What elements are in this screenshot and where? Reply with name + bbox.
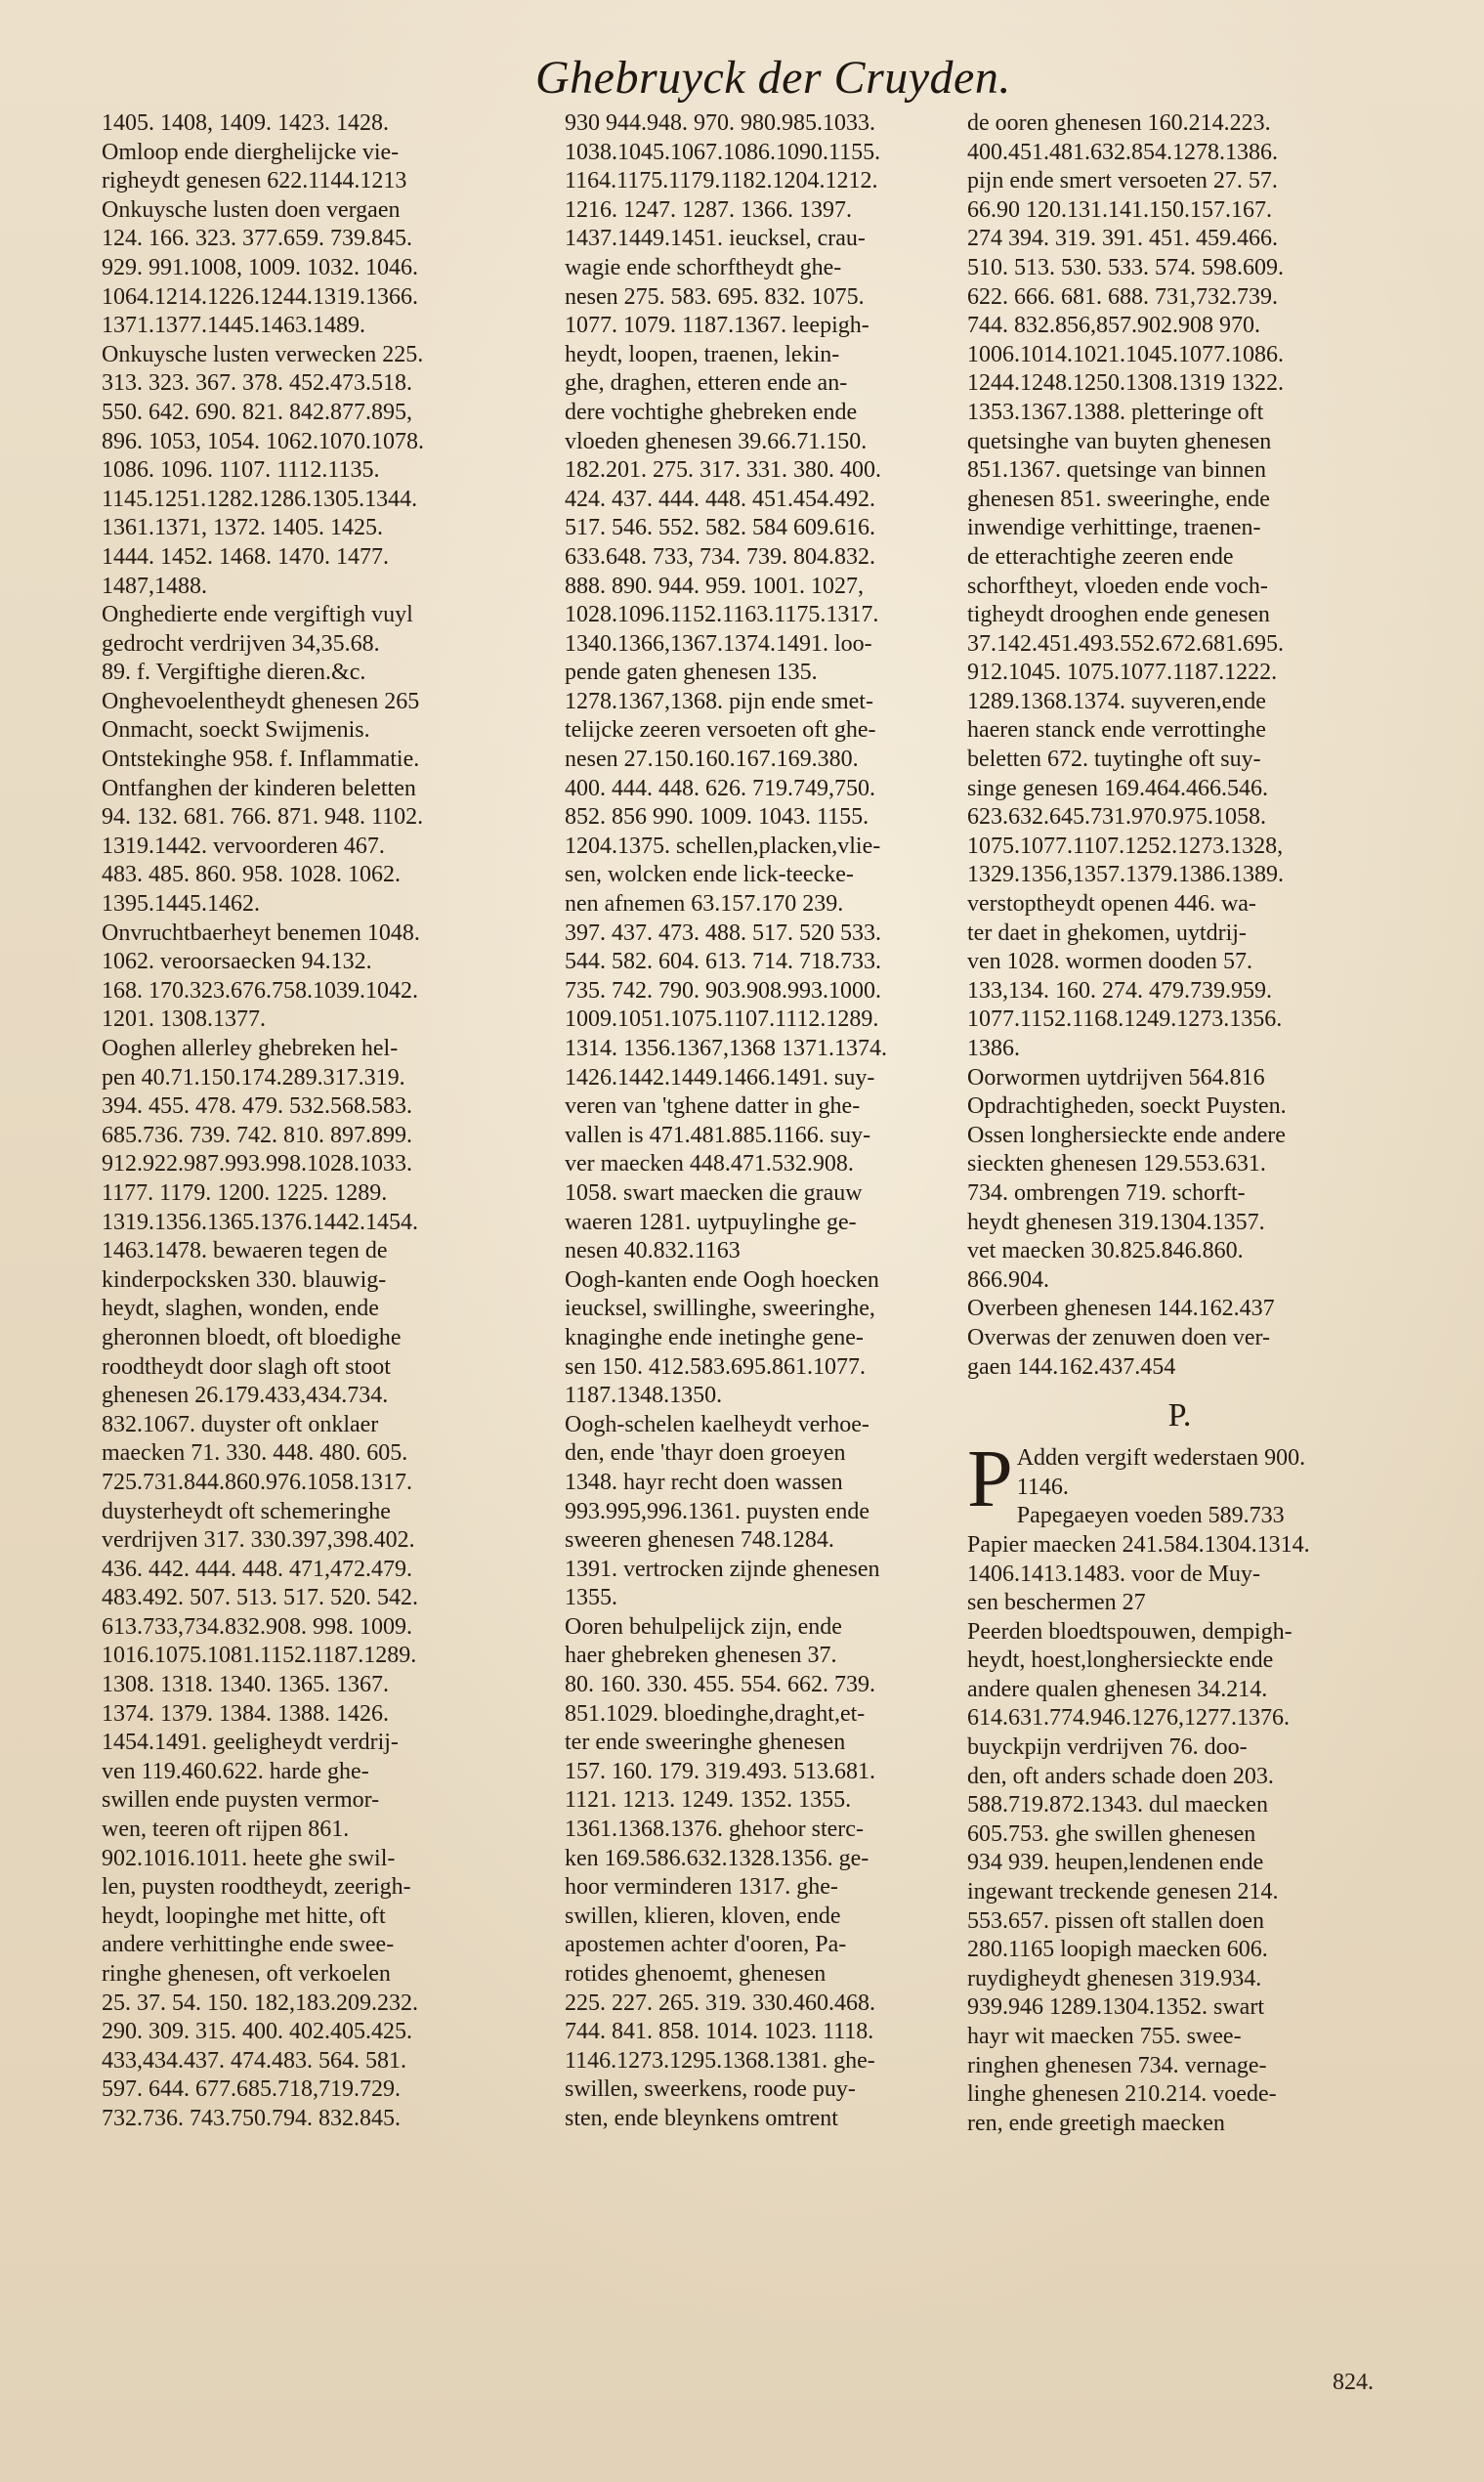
index-line: 1075.1077.1107.1252.1273.1328,	[967, 833, 1284, 859]
index-line: pijn ende smert versoeten 27. 57.	[967, 168, 1278, 194]
index-line: Onghevoelentheydt ghenesen 265	[102, 688, 420, 714]
index-line: 550. 642. 690. 821. 842.877.895,	[102, 399, 412, 425]
index-line: ter ende sweeringhe ghenesen	[565, 1730, 846, 1756]
index-line: knaginghe ende inetinghe gene-	[565, 1324, 864, 1350]
index-line: 912.922.987.993.998.1028.1033.	[102, 1151, 412, 1177]
index-line: 939.946 1289.1304.1352. swart	[967, 1994, 1264, 2021]
index-line: 544. 582. 604. 613. 714. 718.733.	[565, 949, 881, 975]
index-line: 1361.1371, 1372. 1405. 1425.	[102, 515, 383, 541]
index-line: Oorwormen uytdrijven 564.816	[967, 1064, 1265, 1091]
index-line: 1355.	[565, 1585, 617, 1611]
index-line: 1289.1368.1374. suyveren,ende	[967, 688, 1266, 714]
index-line: 1406.1413.1483. voor de Muy-	[967, 1561, 1260, 1587]
index-line: Omloop ende dierghelijcke vie-	[102, 139, 400, 165]
index-line: ringhe ghenesen, oft verkoelen	[102, 1961, 391, 1987]
catchword-page-number: 824.	[1333, 2370, 1374, 2395]
index-line: 1454.1491. geeligheydt verdrij-	[102, 1730, 399, 1756]
index-line: 1006.1014.1021.1045.1077.1086.	[967, 341, 1284, 367]
index-line: pen 40.71.150.174.289.317.319.	[102, 1064, 405, 1091]
index-line: 1340.1366,1367.1374.1491. loo-	[565, 630, 872, 657]
index-line: Ooren behulpelijck zijn, ende	[565, 1613, 842, 1640]
index-line: maecken 71. 330. 448. 480. 605.	[102, 1440, 408, 1467]
index-line: dere vochtighe ghebreken ende	[565, 399, 858, 425]
index-line: swillen, klieren, kloven, ende	[565, 1903, 841, 1929]
index-line: schorftheyt, vloeden ende voch-	[967, 573, 1268, 599]
index-line: inwendige verhittinge, traenen-	[967, 515, 1261, 541]
index-line: 633.648. 733, 734. 739. 804.832.	[565, 543, 875, 570]
index-line: 1395.1445.1462.	[102, 891, 260, 918]
index-line: duysterheydt oft schemeringhe	[102, 1498, 391, 1524]
index-line: 1319.1442. vervoorderen 467.	[102, 833, 385, 859]
index-line: ghenesen 26.179.433,434.734.	[102, 1383, 389, 1409]
index-line: ren, ende greetigh maecken	[967, 2110, 1225, 2136]
index-line: 1077. 1079. 1187.1367. leepigh-	[565, 313, 869, 339]
index-line: Onghedierte ende vergiftigh vuyl	[102, 602, 413, 628]
index-line: 735. 742. 790. 903.908.993.1000.	[565, 977, 881, 1004]
index-line: Papegaeyen voeden 589.733	[1016, 1503, 1285, 1529]
index-line: sen 150. 412.583.695.861.1077.	[565, 1353, 866, 1380]
index-line: 80. 160. 330. 455. 554. 662. 739.	[565, 1672, 875, 1698]
drop-cap-letter: P	[967, 1434, 1013, 1525]
index-line: vloeden ghenesen 39.66.71.150.	[565, 428, 868, 454]
index-line: ruydigheydt ghenesen 319.934.	[967, 1965, 1262, 1991]
index-line: 744. 832.856,857.902.908 970.	[967, 313, 1260, 339]
index-line: 1121. 1213. 1249. 1352. 1355.	[565, 1787, 852, 1814]
index-line: 1016.1075.1081.1152.1187.1289.	[102, 1643, 417, 1669]
index-line: 280.1165 loopigh maecken 606.	[967, 1937, 1268, 1963]
index-line: ieucksel, swillinghe, sweeringhe,	[565, 1296, 875, 1322]
index-line: 290. 309. 315. 400. 402.405.425.	[102, 2019, 412, 2045]
index-line: veren van 'tghene datter in ghe-	[565, 1093, 861, 1120]
index-line: 1386.	[967, 1036, 1020, 1061]
index-line: 37.142.451.493.552.672.681.695.	[967, 630, 1284, 657]
index-line: 1064.1214.1226.1244.1319.1366.	[102, 283, 418, 310]
index-line: 483. 485. 860. 958. 1028. 1062.	[102, 862, 401, 888]
index-line: 1371.1377.1445.1463.1489.	[102, 313, 365, 339]
index-line: 1361.1368.1376. ghehoor sterc-	[565, 1817, 864, 1843]
index-line: 851.1367. quetsinge van binnen	[967, 457, 1266, 484]
index-line: ken 169.586.632.1328.1356. ge-	[565, 1845, 869, 1871]
index-line: heydt, slaghen, wonden, ende	[102, 1296, 379, 1322]
index-line: ingewant treckende genesen 214.	[967, 1879, 1279, 1905]
index-line: righeydt genesen 622.1144.1213	[102, 168, 407, 194]
index-line: 896. 1053, 1054. 1062.1070.1078.	[102, 428, 424, 454]
index-line: 1187.1348.1350.	[565, 1383, 723, 1409]
index-line: waeren 1281. uytpuylinghe ge-	[565, 1209, 857, 1235]
index-line: pende gaten ghenesen 135.	[565, 660, 818, 686]
index-line: 685.736. 739. 742. 810. 897.899.	[102, 1122, 412, 1148]
index-line: 588.719.872.1343. dul maecken	[967, 1792, 1268, 1819]
section-p-start	[967, 1434, 1392, 2138]
index-line: ghe, draghen, etteren ende an-	[565, 370, 848, 397]
index-line: Ooghen allerley ghebreken hel-	[102, 1036, 399, 1061]
index-line: heydt, hoest,longhersieckte ende	[967, 1648, 1274, 1674]
column-3-top-lines	[967, 109, 1392, 1382]
index-line: linghe ghenesen 210.214. voede-	[967, 2081, 1277, 2108]
index-line: 124. 166. 323. 377.659. 739.845.	[102, 226, 412, 252]
index-line: hoor verminderen 1317. ghe-	[565, 1874, 838, 1901]
index-line: buyckpijn verdrijven 76. doo-	[967, 1734, 1248, 1761]
index-line: 1201. 1308.1377.	[102, 1006, 266, 1033]
index-line: 25. 37. 54. 150. 182,183.209.232.	[102, 1990, 418, 2016]
section-letter-p: P.	[1167, 1397, 1192, 1434]
index-line: 832.1067. duyster oft onklaer	[102, 1411, 379, 1437]
index-line: Onkuysche lusten doen vergaen	[102, 196, 401, 223]
index-line: 1444. 1452. 1468. 1470. 1477.	[102, 543, 389, 570]
index-line: 1374. 1379. 1384. 1388. 1426.	[102, 1700, 389, 1727]
index-line: 394. 455. 478. 479. 532.568.583.	[102, 1093, 412, 1120]
index-line: den, oft anders schade doen 203.	[967, 1763, 1274, 1789]
index-line: heydt, loopinghe met hitte, oft	[102, 1903, 386, 1929]
index-line: 1353.1367.1388. pletteringe oft	[967, 399, 1264, 425]
index-line: Papier maecken 241.584.1304.1314.	[967, 1531, 1310, 1558]
index-line: 1437.1449.1451. ieucksel, crau-	[565, 226, 866, 252]
index-line: Adden vergift wederstaen 900.	[1016, 1445, 1306, 1472]
index-line: 744. 841. 858. 1014. 1023. 1118.	[565, 2019, 874, 2045]
index-line: 1146.	[1016, 1474, 1069, 1500]
index-line: haer ghebreken ghenesen 37.	[565, 1643, 837, 1669]
index-line: rotides ghenoemt, ghenesen	[565, 1961, 827, 1987]
index-line: 1405. 1408, 1409. 1423. 1428.	[102, 110, 389, 136]
index-line: 1038.1045.1067.1086.1090.1155.	[565, 139, 881, 165]
index-line: ghenesen 851. sweeringhe, ende	[967, 486, 1270, 512]
index-line: 605.753. ghe swillen ghenesen	[967, 1820, 1256, 1847]
index-line: 89. f. Vergiftighe dieren.&c.	[102, 660, 366, 686]
index-line: 225. 227. 265. 319. 330.460.468.	[565, 1990, 875, 2016]
index-line: apostemen achter d'ooren, Pa-	[565, 1932, 847, 1958]
index-line: gedrocht verdrijven 34,35.68.	[102, 630, 380, 657]
index-line: ter daet in ghekomen, uytdrij-	[967, 920, 1247, 946]
index-line: 133,134. 160. 274. 479.739.959.	[967, 977, 1272, 1004]
index-line: 274 394. 319. 391. 451. 459.466.	[967, 226, 1278, 252]
index-line: Overbeen ghenesen 144.162.437	[967, 1296, 1275, 1322]
index-line: 1426.1442.1449.1466.1491. suy-	[565, 1064, 875, 1091]
index-line: 1086. 1096. 1107. 1112.1135.	[102, 457, 380, 484]
index-line: sweeren ghenesen 748.1284.	[565, 1527, 834, 1554]
index-line: 993.995,996.1361. puysten ende	[565, 1498, 869, 1524]
index-line: sten, ende bleynkens omtrent	[565, 2105, 838, 2131]
index-line: 1164.1175.1179.1182.1204.1212.	[565, 168, 878, 194]
index-line: 168. 170.323.676.758.1039.1042.	[102, 977, 418, 1004]
index-line: ven 1028. wormen dooden 57.	[967, 949, 1252, 975]
index-line: 866.904.	[967, 1266, 1049, 1293]
index-line: 436. 442. 444. 448. 471,472.479.	[102, 1556, 412, 1582]
index-line: telijcke zeeren versoeten oft ghe-	[565, 717, 876, 744]
index-line: wen, teeren oft rijpen 861.	[102, 1817, 350, 1843]
index-column-1	[102, 109, 522, 2134]
index-line: de etterachtighe zeeren ende	[967, 543, 1234, 570]
index-line: 902.1016.1011. heete ghe swil-	[102, 1845, 396, 1871]
index-line: Opdrachtigheden, soeckt Puysten.	[967, 1093, 1287, 1120]
index-line: vallen is 471.481.885.1166. suy-	[565, 1122, 871, 1148]
index-line: 1314. 1356.1367,1368 1371.1374.	[565, 1036, 887, 1061]
index-line: 1348. hayr recht doen wassen	[565, 1469, 843, 1495]
index-line: quetsinghe van buyten ghenesen	[967, 428, 1272, 454]
index-line: heydt, loopen, traenen, lekin-	[565, 341, 840, 367]
index-line: roodtheydt door slagh oft stoot	[102, 1353, 391, 1380]
index-line: 94. 132. 681. 766. 871. 948. 1102.	[102, 804, 424, 831]
index-line: 182.201. 275. 317. 331. 380. 400.	[565, 457, 881, 484]
index-line: 622. 666. 681. 688. 731,732.739.	[967, 283, 1278, 310]
column-3-bottom-lines	[967, 1474, 1392, 2139]
index-line: de ooren ghenesen 160.214.223.	[967, 110, 1271, 136]
index-line: 732.736. 743.750.794. 832.845.	[102, 2105, 401, 2131]
index-line: 888. 890. 944. 959. 1001. 1027,	[565, 573, 864, 599]
index-line: 433,434.437. 474.483. 564. 581.	[102, 2047, 406, 2074]
index-line: nesen 275. 583. 695. 832. 1075.	[565, 283, 865, 310]
index-line: 400.451.481.632.854.1278.1386.	[967, 139, 1278, 165]
index-line: sen beschermen 27	[967, 1590, 1146, 1616]
index-line: Overwas der zenuwen doen ver-	[967, 1324, 1271, 1350]
index-line: 1216. 1247. 1287. 1366. 1397.	[565, 196, 852, 223]
index-line: 734. ombrengen 719. schorft-	[967, 1179, 1246, 1206]
index-line: Oogh-schelen kaelheydt verhoe-	[565, 1411, 869, 1437]
index-line: 1244.1248.1250.1308.1319 1322.	[967, 370, 1284, 397]
index-line: gaen 144.162.437.454	[967, 1353, 1176, 1380]
index-line: swillen ende puysten vermor-	[102, 1787, 380, 1814]
index-line: 934 939. heupen,lendenen ende	[967, 1850, 1264, 1876]
index-line: 1145.1251.1282.1286.1305.1344.	[102, 486, 418, 512]
index-line: 597. 644. 677.685.718,719.729.	[102, 2076, 401, 2103]
index-line: 1058. swart maecken die grauw	[565, 1179, 863, 1206]
index-line: nen afnemen 63.157.170 239.	[565, 891, 844, 918]
index-line: len, puysten roodtheydt, zeerigh-	[102, 1874, 411, 1901]
index-line: verstoptheydt openen 446. wa-	[967, 891, 1256, 918]
index-line: 1177. 1179. 1200. 1225. 1289.	[102, 1179, 388, 1206]
index-line: 1319.1356.1365.1376.1442.1454.	[102, 1209, 418, 1235]
index-line: 623.632.645.731.970.975.1058.	[967, 804, 1266, 831]
index-line: heydt ghenesen 319.1304.1357.	[967, 1209, 1265, 1235]
index-line: nesen 27.150.160.167.169.380.	[565, 747, 859, 773]
index-line: 613.733,734.832.908. 998. 1009.	[102, 1613, 412, 1640]
index-line: andere qualen ghenesen 34.214.	[967, 1676, 1268, 1702]
index-line: 517. 546. 552. 582. 584 609.616.	[565, 515, 875, 541]
index-column-3	[967, 109, 1392, 2138]
index-line: 1146.1273.1295.1368.1381. ghe-	[565, 2047, 875, 2074]
index-line: wagie ende schorftheydt ghe-	[565, 254, 842, 280]
index-line: Ossen longhersieckte ende andere	[967, 1122, 1286, 1148]
index-line: haeren stanck ende verrottinghe	[967, 717, 1266, 744]
index-line: den, ende 'thayr doen groeyen	[565, 1440, 846, 1467]
index-line: 397. 437. 473. 488. 517. 520 533.	[565, 920, 881, 946]
running-header: Ghebruyck der Cruyden.	[535, 52, 1011, 104]
index-line: 1077.1152.1168.1249.1273.1356.	[967, 1006, 1283, 1033]
index-line: 930 944.948. 970. 980.985.1033.	[565, 110, 875, 136]
index-line: sieckten ghenesen 129.553.631.	[967, 1151, 1266, 1177]
index-line: 483.492. 507. 513. 517. 520. 542.	[102, 1585, 418, 1611]
index-line: Ontfanghen der kinderen beletten	[102, 775, 416, 801]
index-line: singe genesen 169.464.466.546.	[967, 775, 1268, 801]
index-line: beletten 672. tuytinghe oft suy-	[967, 747, 1261, 773]
index-line: 852. 856 990. 1009. 1043. 1155.	[565, 804, 869, 831]
index-line: 1028.1096.1152.1163.1175.1317.	[565, 602, 879, 628]
index-line: hayr wit maecken 755. swee-	[967, 2024, 1242, 2049]
index-line: Onvruchtbaerheyt benemen 1048.	[102, 920, 420, 946]
index-line: 851.1029. bloedinghe,draght,et-	[565, 1700, 866, 1727]
index-line: 1463.1478. bewaeren tegen de	[102, 1238, 388, 1264]
index-line: verdrijven 317. 330.397,398.402.	[102, 1527, 415, 1554]
index-line: Onkuysche lusten verwecken 225.	[102, 341, 424, 367]
index-line: Ontstekinghe 958. f. Inflammatie.	[102, 747, 420, 773]
index-line: 400. 444. 448. 626. 719.749,750.	[565, 775, 875, 801]
index-line: swillen, sweerkens, roode puy-	[565, 2076, 856, 2103]
index-line: 1329.1356,1357.1379.1386.1389.	[967, 862, 1284, 888]
index-line: 157. 160. 179. 319.493. 513.681.	[565, 1758, 875, 1784]
index-line: 1487,1488.	[102, 573, 207, 599]
index-line: 1278.1367,1368. pijn ende smet-	[565, 688, 873, 714]
index-line: 313. 323. 367. 378. 452.473.518.	[102, 370, 412, 397]
index-line: ringhen ghenesen 734. vernage-	[967, 2052, 1267, 2078]
index-line: tigheydt drooghen ende genesen	[967, 602, 1270, 628]
index-line: 424. 437. 444. 448. 451.454.492.	[565, 486, 875, 512]
index-line: 929. 991.1008, 1009. 1032. 1046.	[102, 254, 418, 280]
index-line: Oogh-kanten ende Oogh hoecken	[565, 1266, 879, 1293]
index-line: 553.657. pissen oft stallen doen	[967, 1907, 1264, 1934]
index-line: gheronnen bloedt, oft bloedighe	[102, 1324, 402, 1350]
index-line: 912.1045. 1075.1077.1187.1222.	[967, 660, 1278, 686]
index-line: kinderpocksken 330. blauwig-	[102, 1266, 387, 1293]
index-line: Onmacht, soeckt Swijmenis.	[102, 717, 370, 744]
index-line: 1204.1375. schellen,placken,vlie-	[565, 833, 881, 859]
index-line: 510. 513. 530. 533. 574. 598.609.	[967, 254, 1284, 280]
index-line: ver maecken 448.471.532.908.	[565, 1151, 854, 1177]
index-line: 66.90 120.131.141.150.157.167.	[967, 196, 1272, 223]
index-line: ven 119.460.622. harde ghe-	[102, 1758, 369, 1784]
index-line: vet maecken 30.825.846.860.	[967, 1238, 1244, 1264]
index-line: 1062. veroorsaecken 94.132.	[102, 949, 372, 975]
index-line: 1391. vertrocken zijnde ghenesen	[565, 1556, 880, 1582]
index-line: nesen 40.832.1163	[565, 1238, 741, 1264]
index-line: 614.631.774.946.1276,1277.1376.	[967, 1705, 1290, 1732]
index-line: 1308. 1318. 1340. 1365. 1367.	[102, 1672, 389, 1698]
index-line: sen, wolcken ende lick-teecke-	[565, 862, 854, 888]
index-line: andere verhittinghe ende swee-	[102, 1932, 395, 1958]
index-line: 725.731.844.860.976.1058.1317.	[102, 1469, 412, 1495]
index-line: 1009.1051.1075.1107.1112.1289.	[565, 1006, 879, 1033]
index-line: Peerden bloedtspouwen, dempigh-	[967, 1618, 1293, 1645]
index-column-2	[565, 109, 955, 2134]
